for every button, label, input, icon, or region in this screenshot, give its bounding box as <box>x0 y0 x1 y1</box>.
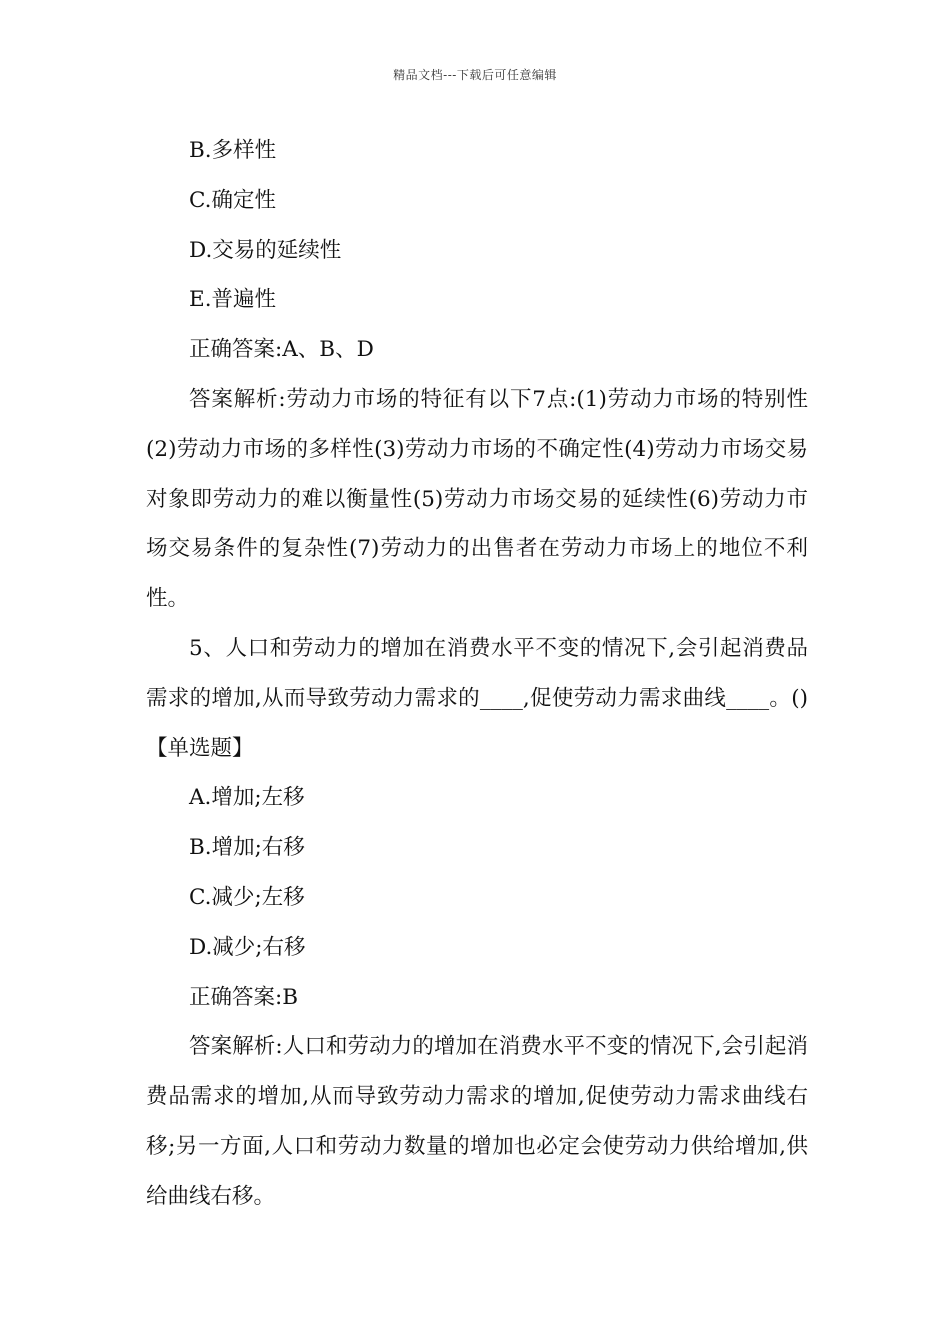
q5-option-c: C.减少;左移 <box>189 884 305 910</box>
q4-option-c: C.确定性 <box>189 187 277 213</box>
q4-explanation: 答案解析:劳动力市场的特征有以下7点:(1)劳动力市场的特别性(2)劳动力市场的多样性(3)劳动力市场的不确定性(4)劳动力市场交易对象即劳动力的难以衡量性(5)劳动力市场交易的延续性(6)劳动力市场交易条件的复杂性(7)劳动力的出售者在劳动力市场上的地位不利性。 <box>146 386 808 612</box>
q5-correct-answer: 正确答案:B <box>189 984 299 1010</box>
q5-option-b: B.增加;右移 <box>189 835 305 861</box>
q5-question: 5、人口和劳动力的增加在消费水平不变的情况下,会引起消费品需求的增加,从而导致劳动力需求的____,促使劳动力需求曲线____。()【单选题】 <box>146 635 808 761</box>
q5-option-d: D.减少;右移 <box>189 934 306 960</box>
q5-explanation: 答案解析:人口和劳动力的增加在消费水平不变的情况下,会引起消费品需求的增加,从而导致劳动力需求的增加,促使劳动力需求曲线右移;另一方面,人口和劳动力数量的增加也必定会使劳动力供给增加,供给曲线右移。 <box>146 1034 808 1209</box>
q5-option-a: A.增加;左移 <box>189 785 305 811</box>
document-body <box>146 126 808 1222</box>
q4-correct-answer: 正确答案:A、B、D <box>189 337 374 363</box>
q4-option-d: D.交易的延续性 <box>189 237 342 263</box>
page-header: 精品文档---下载后可任意编辑 <box>393 68 557 82</box>
q4-option-b: B.多样性 <box>189 138 277 163</box>
q4-option-e: E.普遍性 <box>189 287 277 313</box>
